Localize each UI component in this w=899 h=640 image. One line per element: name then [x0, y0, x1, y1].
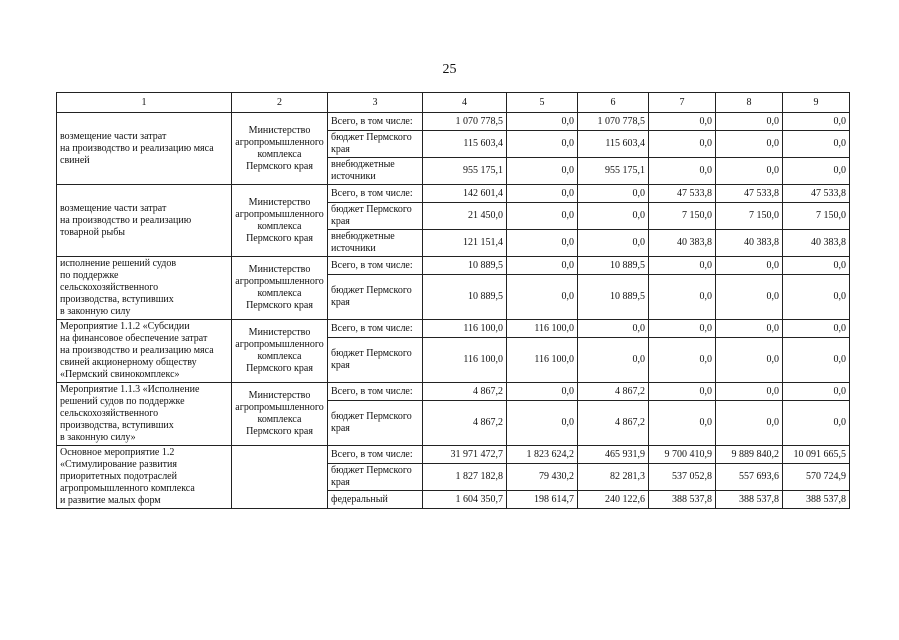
funding-source-cell: Всего, в том числе:: [328, 185, 423, 203]
funding-source-cell: бюджет Пермского края: [328, 464, 423, 491]
amount-cell: 121 151,4: [423, 230, 507, 257]
amount-cell: 0,0: [783, 113, 850, 131]
amount-cell: 0,0: [649, 158, 716, 185]
budget-table: [56, 92, 850, 509]
amount-cell: 7 150,0: [649, 203, 716, 230]
amount-cell: 0,0: [783, 275, 850, 320]
amount-cell: 0,0: [716, 257, 783, 275]
funding-source-cell: Всего, в том числе:: [328, 257, 423, 275]
amount-cell: 0,0: [507, 401, 578, 446]
amount-cell: 142 601,4: [423, 185, 507, 203]
amount-cell: 557 693,6: [716, 464, 783, 491]
funding-source-cell: бюджет Пермского края: [328, 203, 423, 230]
amount-cell: 0,0: [716, 275, 783, 320]
column-number-3: 3: [328, 93, 423, 113]
amount-cell: 40 383,8: [649, 230, 716, 257]
amount-cell: 0,0: [507, 131, 578, 158]
amount-cell: 4 867,2: [423, 401, 507, 446]
amount-cell: 82 281,3: [578, 464, 649, 491]
amount-cell: 388 537,8: [649, 491, 716, 509]
amount-cell: 1 823 624,2: [507, 446, 578, 464]
amount-cell: 21 450,0: [423, 203, 507, 230]
amount-cell: 47 533,8: [716, 185, 783, 203]
responsible-org-cell: Министерство агропромышленного комплекса Пермского края: [232, 257, 328, 320]
column-number-5: 5: [507, 93, 578, 113]
amount-cell: 0,0: [716, 320, 783, 338]
event-name-cell: Основное мероприятие 1.2 «Стимулирование развития приоритетных подотраслей агропромышленного комплекса и развитие малых форм: [57, 446, 232, 509]
table-row: [57, 185, 850, 203]
table-row: [57, 113, 850, 131]
amount-cell: 116 100,0: [507, 338, 578, 383]
amount-cell: 0,0: [649, 401, 716, 446]
amount-cell: 10 889,5: [423, 275, 507, 320]
amount-cell: 0,0: [649, 338, 716, 383]
amount-cell: 0,0: [783, 320, 850, 338]
funding-source-cell: Всего, в том числе:: [328, 320, 423, 338]
column-number-6: 6: [578, 93, 649, 113]
amount-cell: 1 604 350,7: [423, 491, 507, 509]
amount-cell: 0,0: [716, 383, 783, 401]
amount-cell: 0,0: [649, 275, 716, 320]
column-number-7: 7: [649, 93, 716, 113]
funding-source-cell: внебюджетные источники: [328, 230, 423, 257]
amount-cell: 4 867,2: [423, 383, 507, 401]
amount-cell: 40 383,8: [716, 230, 783, 257]
amount-cell: 10 091 665,5: [783, 446, 850, 464]
funding-source-cell: Всего, в том числе:: [328, 446, 423, 464]
amount-cell: 0,0: [649, 131, 716, 158]
table-row: [57, 383, 850, 401]
column-number-2: 2: [232, 93, 328, 113]
amount-cell: 0,0: [507, 257, 578, 275]
column-number-row: [57, 93, 850, 113]
amount-cell: 0,0: [649, 320, 716, 338]
event-name-cell: возмещение части затрат на производство и реализацию товарной рыбы: [57, 185, 232, 257]
responsible-org-cell: Министерство агропромышленного комплекса Пермского края: [232, 320, 328, 383]
table-row: [57, 257, 850, 275]
amount-cell: 116 100,0: [507, 320, 578, 338]
amount-cell: 0,0: [649, 257, 716, 275]
amount-cell: 0,0: [507, 275, 578, 320]
amount-cell: 0,0: [578, 185, 649, 203]
funding-source-cell: бюджет Пермского края: [328, 401, 423, 446]
amount-cell: 570 724,9: [783, 464, 850, 491]
amount-cell: 0,0: [783, 131, 850, 158]
responsible-org-cell: Министерство агропромышленного комплекса Пермского края: [232, 185, 328, 257]
amount-cell: 0,0: [716, 131, 783, 158]
amount-cell: 116 100,0: [423, 338, 507, 383]
amount-cell: 0,0: [507, 383, 578, 401]
amount-cell: 0,0: [783, 401, 850, 446]
amount-cell: 388 537,8: [783, 491, 850, 509]
responsible-org-cell: Министерство агропромышленного комплекса Пермского края: [232, 383, 328, 446]
column-number-1: 1: [57, 93, 232, 113]
amount-cell: 0,0: [507, 113, 578, 131]
amount-cell: 4 867,2: [578, 401, 649, 446]
amount-cell: 1 070 778,5: [578, 113, 649, 131]
page-number: 25: [442, 62, 457, 77]
table-body: [57, 93, 850, 509]
amount-cell: 10 889,5: [578, 275, 649, 320]
amount-cell: 115 603,4: [423, 131, 507, 158]
amount-cell: 1 070 778,5: [423, 113, 507, 131]
amount-cell: 7 150,0: [783, 203, 850, 230]
amount-cell: 1 827 182,8: [423, 464, 507, 491]
amount-cell: 9 889 840,2: [716, 446, 783, 464]
amount-cell: 240 122,6: [578, 491, 649, 509]
amount-cell: 47 533,8: [783, 185, 850, 203]
amount-cell: 47 533,8: [649, 185, 716, 203]
event-name-cell: Мероприятие 1.1.2 «Субсидии на финансовое обеспечение затрат на производство и реализацию мяса свиней акционерному обществу «Пермский свинокомплекс»: [57, 320, 232, 383]
funding-source-cell: Всего, в том числе:: [328, 113, 423, 131]
amount-cell: 465 931,9: [578, 446, 649, 464]
funding-source-cell: бюджет Пермского края: [328, 131, 423, 158]
amount-cell: 0,0: [507, 230, 578, 257]
amount-cell: 0,0: [507, 158, 578, 185]
event-name-cell: Мероприятие 1.1.3 «Исполнение решений судов по поддержке сельскохозяйственного производства, вступивших в законную силу»: [57, 383, 232, 446]
amount-cell: 116 100,0: [423, 320, 507, 338]
column-number-8: 8: [716, 93, 783, 113]
event-name-cell: исполнение решений судов по поддержке сельскохозяйственного производства, вступивших в законную силу: [57, 257, 232, 320]
funding-source-cell: Всего, в том числе:: [328, 383, 423, 401]
amount-cell: 0,0: [507, 185, 578, 203]
amount-cell: 0,0: [649, 383, 716, 401]
funding-source-cell: внебюджетные источники: [328, 158, 423, 185]
amount-cell: 79 430,2: [507, 464, 578, 491]
responsible-org-cell: Министерство агропромышленного комплекса Пермского края: [232, 113, 328, 185]
amount-cell: 0,0: [578, 230, 649, 257]
amount-cell: 537 052,8: [649, 464, 716, 491]
funding-source-cell: бюджет Пермского края: [328, 275, 423, 320]
funding-source-cell: бюджет Пермского края: [328, 338, 423, 383]
column-number-9: 9: [783, 93, 850, 113]
table-row: [57, 320, 850, 338]
amount-cell: 955 175,1: [578, 158, 649, 185]
funding-source-cell: федеральный: [328, 491, 423, 509]
amount-cell: 0,0: [783, 338, 850, 383]
amount-cell: 4 867,2: [578, 383, 649, 401]
amount-cell: 388 537,8: [716, 491, 783, 509]
amount-cell: 115 603,4: [578, 131, 649, 158]
responsible-org-cell: [232, 446, 328, 509]
event-name-cell: возмещение части затрат на производство и реализацию мяса свиней: [57, 113, 232, 185]
amount-cell: 0,0: [578, 338, 649, 383]
amount-cell: 0,0: [783, 383, 850, 401]
amount-cell: 0,0: [716, 338, 783, 383]
amount-cell: 0,0: [716, 158, 783, 185]
amount-cell: 0,0: [716, 401, 783, 446]
amount-cell: 31 971 472,7: [423, 446, 507, 464]
amount-cell: 10 889,5: [423, 257, 507, 275]
amount-cell: 0,0: [716, 113, 783, 131]
amount-cell: 0,0: [783, 257, 850, 275]
amount-cell: 0,0: [783, 158, 850, 185]
amount-cell: 7 150,0: [716, 203, 783, 230]
amount-cell: 0,0: [507, 203, 578, 230]
amount-cell: 0,0: [578, 320, 649, 338]
amount-cell: 0,0: [649, 113, 716, 131]
amount-cell: 955 175,1: [423, 158, 507, 185]
amount-cell: 10 889,5: [578, 257, 649, 275]
amount-cell: 0,0: [578, 203, 649, 230]
table-row: [57, 446, 850, 464]
column-number-4: 4: [423, 93, 507, 113]
amount-cell: 9 700 410,9: [649, 446, 716, 464]
amount-cell: 198 614,7: [507, 491, 578, 509]
amount-cell: 40 383,8: [783, 230, 850, 257]
